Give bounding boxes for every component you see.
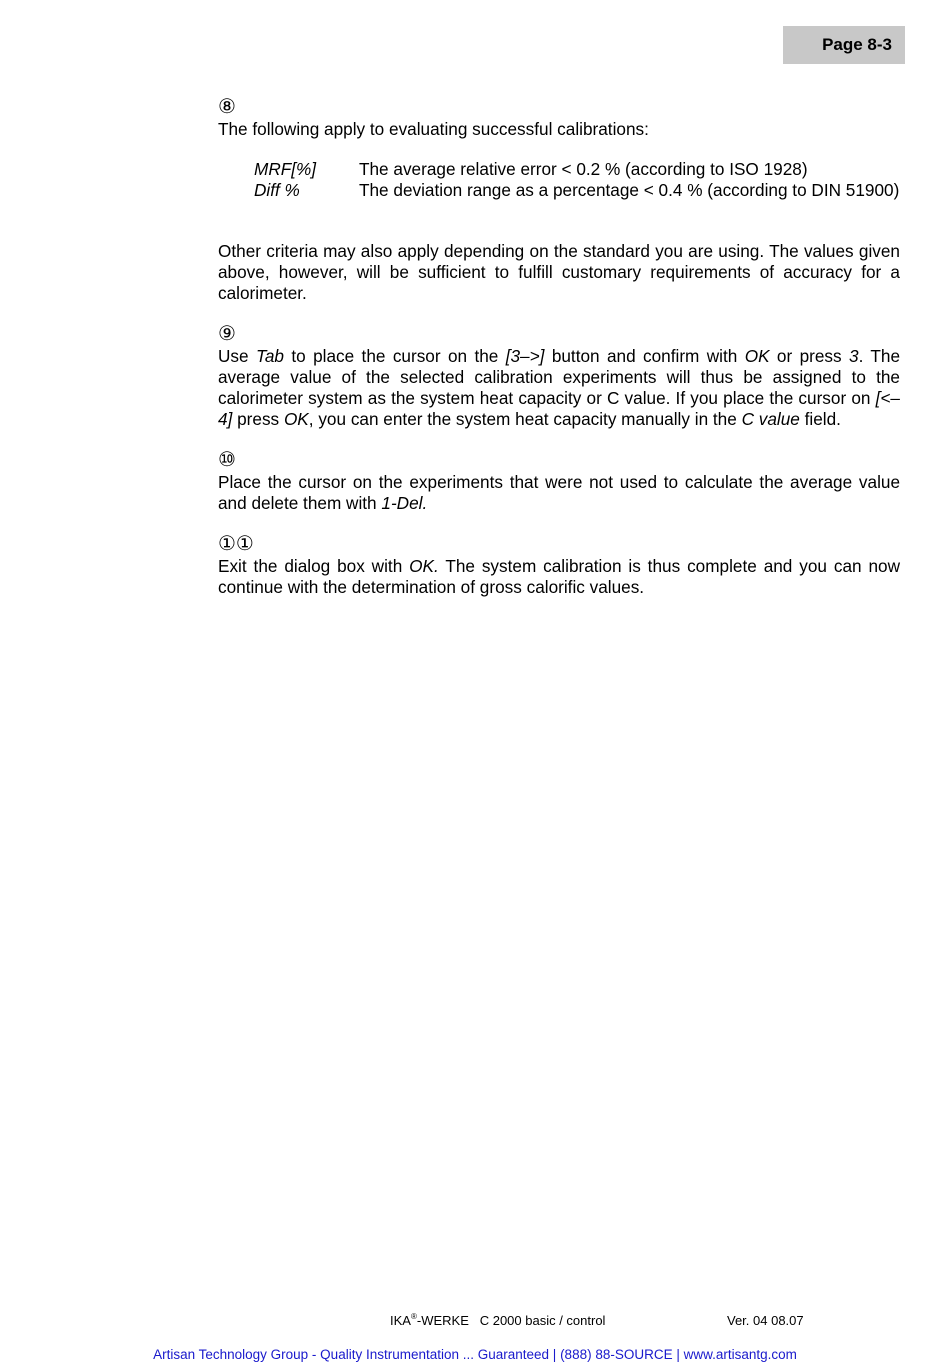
- page-body: [218, 94, 900, 598]
- button-3-forward: [3–>]: [505, 346, 545, 366]
- key-ok: OK: [283, 409, 309, 429]
- button-4-back: [<–4]: [218, 388, 900, 429]
- criterion-mrf: [254, 159, 900, 180]
- key-ok: OK.: [409, 556, 439, 576]
- step-11-text: Exit the dialog box with OK. The system calibration is thus complete and you can now continue with the determination of gross calorific values.: [218, 556, 900, 597]
- criterion-term: MRF[%]: [254, 159, 317, 179]
- step-8-marker: ⑧: [218, 94, 236, 118]
- step-11-marker: ①①: [218, 531, 254, 555]
- footer-version: Ver. 04 08.07: [727, 1313, 804, 1328]
- footer-product-name: IKA®-WERKE C 2000 basic / control: [390, 1312, 606, 1328]
- criterion-description: The average relative error < 0.2 % (according to ISO 1928): [359, 159, 808, 179]
- key-ok: OK: [744, 346, 770, 366]
- page-footer: [0, 1313, 950, 1329]
- criterion-term: Diff %: [254, 180, 300, 200]
- step-10-marker: ⑩: [218, 447, 236, 471]
- step-9-marker: ⑨: [218, 321, 236, 345]
- vendor-footer-line: Artisan Technology Group - Quality Instrumentation ... Guaranteed | (888) 88-SOURCE | www.artisantg.com: [153, 1347, 797, 1362]
- key-1-del: 1-Del.: [381, 493, 428, 513]
- step-8-note: Other criteria may also apply depending on the standard you are using. The values given above, however, will be sufficient to fulfill customary requirements of accuracy for a calorimeter.: [218, 241, 900, 303]
- criterion-diff: [254, 180, 900, 201]
- step-8-intro: The following apply to evaluating successful calibrations:: [218, 119, 649, 139]
- calibration-criteria-list: [254, 159, 900, 201]
- step-9-text: Use Tab to place the cursor on the [3–>] button and confirm with OK or press 3. The average value of the selected calibration experiments will thus be assigned to the calorimeter system as the system heat capacity or C value. If you place the cursor on [<–4] press OK, you can enter the system heat capacity manually in the C value field.: [218, 346, 901, 429]
- key-tab: Tab: [255, 346, 284, 366]
- page-number-badge: Page 8-3: [783, 26, 905, 64]
- criterion-description: The deviation range as a percentage < 0.4 % (according to DIN 51900): [359, 180, 900, 200]
- c-value-field-name: C value: [741, 409, 800, 429]
- key-3: 3: [849, 346, 859, 366]
- step-10-text: Place the cursor on the experiments that were not used to calculate the average value and delete them with 1-Del.: [218, 472, 900, 513]
